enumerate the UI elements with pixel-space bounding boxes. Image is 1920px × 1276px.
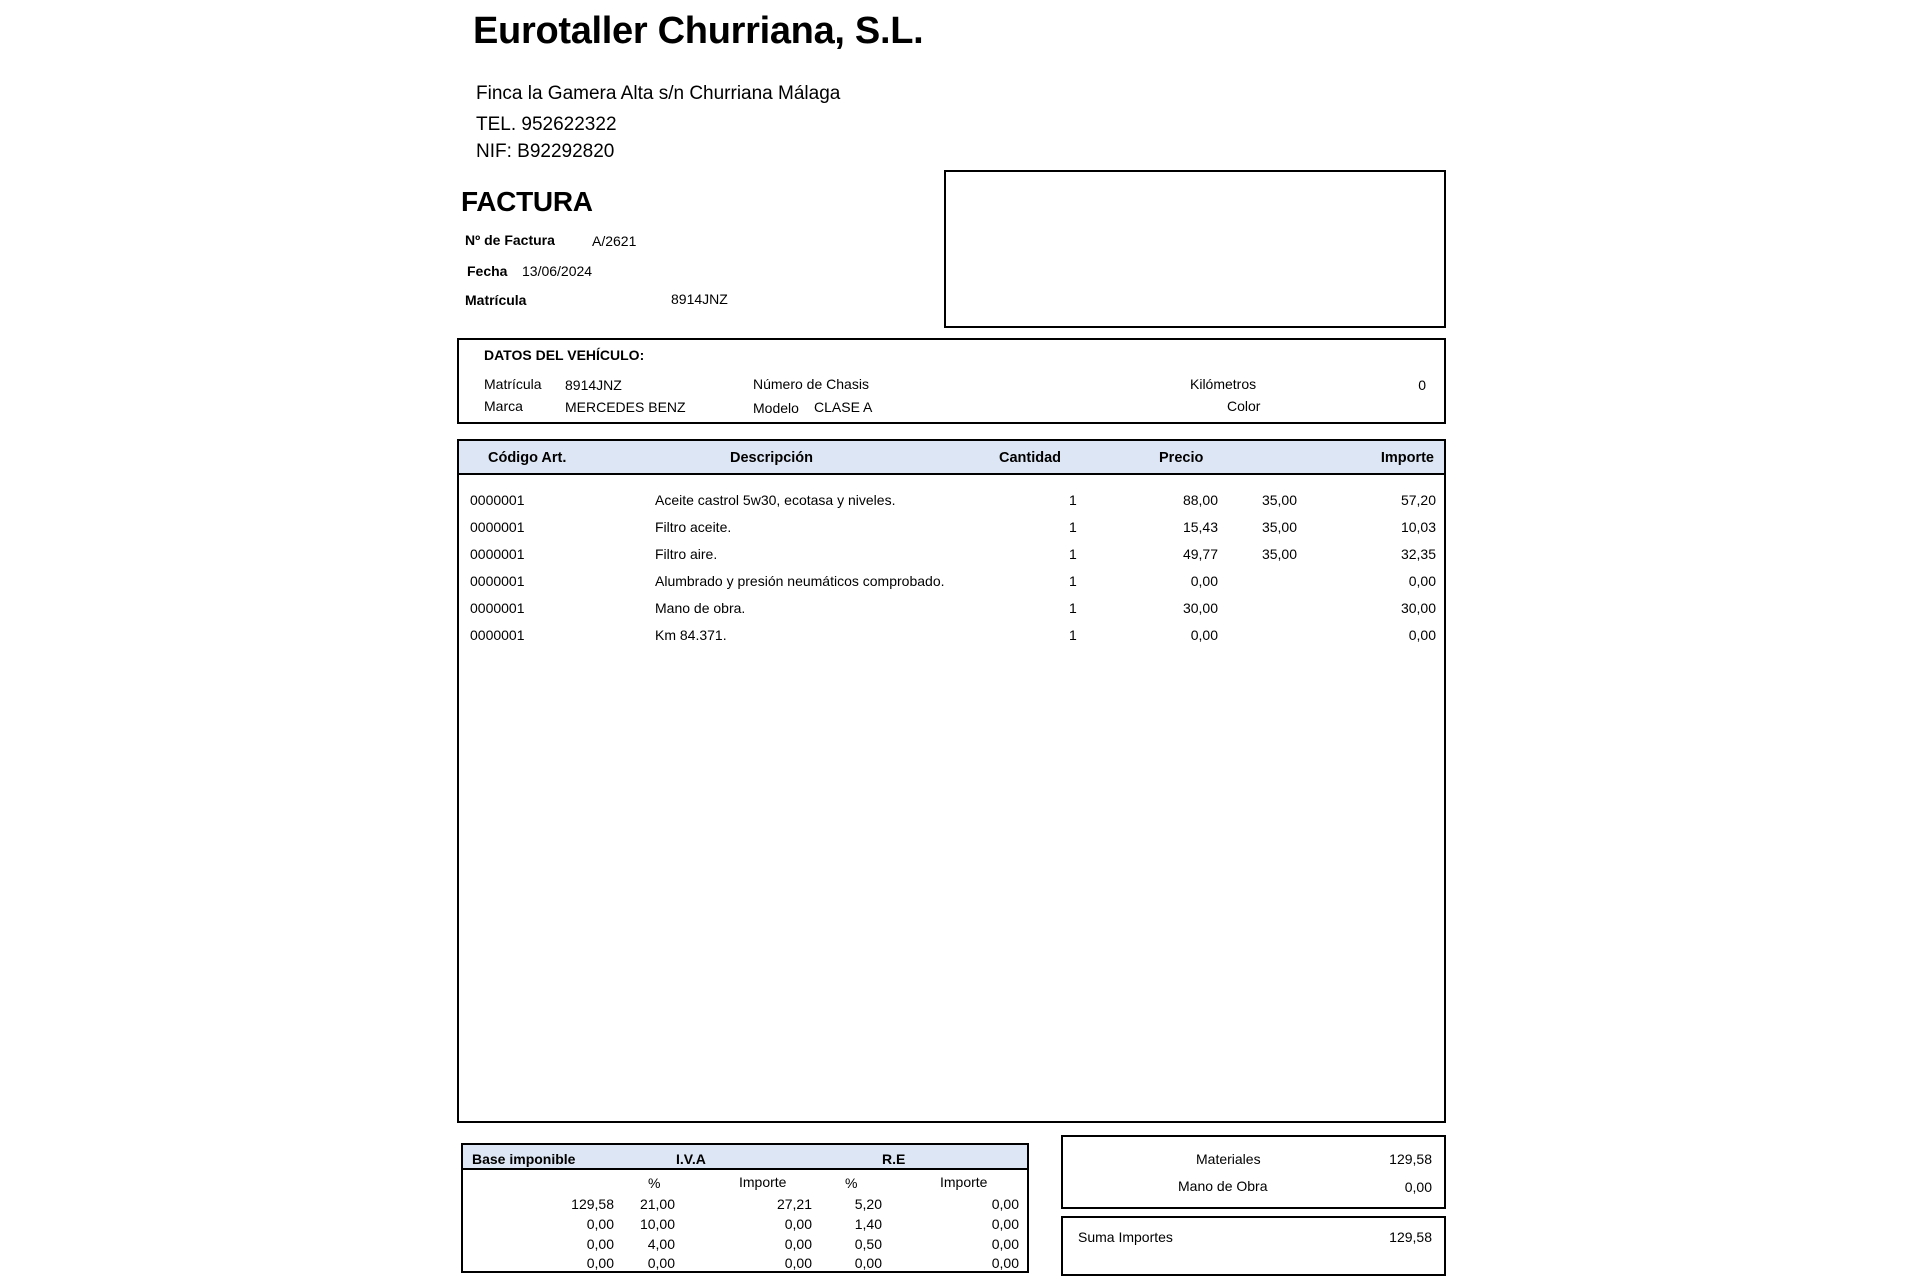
- vehicle-chassis-label: Número de Chasis: [753, 376, 869, 392]
- row-amount: 0,00: [1408, 627, 1436, 643]
- vehicle-color-label: Color: [1227, 398, 1261, 414]
- tax-base: 129,58: [571, 1196, 614, 1212]
- row-discount: 35,00: [1261, 546, 1297, 562]
- invoice-plate-label: Matrícula: [465, 292, 527, 308]
- row-price: 30,00: [1182, 600, 1218, 616]
- tax-table: [461, 1143, 1029, 1273]
- tax-iva-pct: 0,00: [647, 1255, 675, 1271]
- tax-header-re: R.E: [882, 1151, 906, 1167]
- table-row: [459, 627, 1444, 647]
- row-code: 0000001: [470, 546, 525, 562]
- tax-re-amount: 0,00: [991, 1196, 1019, 1212]
- header-amount: Importe: [1380, 450, 1434, 466]
- vehicle-brand-label: Marca: [484, 398, 523, 414]
- vehicle-brand: MERCEDES BENZ: [565, 399, 686, 415]
- table-row: [459, 573, 1444, 593]
- row-description: Km 84.371.: [655, 627, 727, 643]
- row-quantity: 1: [1069, 573, 1077, 589]
- tax-sub-re-pct: %: [845, 1175, 858, 1191]
- header-price: Precio: [1159, 450, 1204, 466]
- tax-re-amount: 0,00: [991, 1255, 1019, 1271]
- vehicle-km: 0: [1418, 377, 1426, 393]
- row-quantity: 1: [1069, 492, 1077, 508]
- tax-iva-amount: 0,00: [784, 1216, 812, 1232]
- tax-iva-pct: 10,00: [639, 1216, 675, 1232]
- tax-sub-re-amount: Importe: [940, 1174, 988, 1190]
- tax-iva-amount: 27,21: [776, 1196, 812, 1212]
- header-code: Código Art.: [488, 450, 567, 466]
- client-box: [944, 170, 1446, 328]
- row-description: Filtro aceite.: [655, 519, 732, 535]
- tax-iva-pct: 4,00: [647, 1236, 675, 1252]
- labor-value: 0,00: [1404, 1179, 1432, 1195]
- row-code: 0000001: [470, 573, 525, 589]
- invoice-plate: 8914JNZ: [671, 291, 728, 307]
- tax-iva-pct: 21,00: [639, 1196, 675, 1212]
- invoice-title: FACTURA: [461, 186, 593, 217]
- invoice-date: 13/06/2024: [522, 263, 593, 279]
- tax-header-iva: I.V.A: [676, 1151, 706, 1167]
- row-price: 0,00: [1190, 573, 1218, 589]
- sum-value: 129,58: [1389, 1229, 1432, 1245]
- tax-re-pct: 1,40: [854, 1216, 882, 1232]
- table-row: [459, 492, 1444, 512]
- row-amount: 0,00: [1408, 573, 1436, 589]
- sum-label: Suma Importes: [1078, 1229, 1173, 1245]
- row-amount: 57,20: [1400, 492, 1436, 508]
- vehicle-km-label: Kilómetros: [1190, 376, 1257, 392]
- company-phone: TEL. 952622322: [476, 114, 617, 135]
- invoice-date-label: Fecha: [467, 263, 508, 279]
- row-description: Mano de obra.: [655, 600, 746, 616]
- invoice-number-label: Nº de Factura: [465, 232, 555, 248]
- tax-base: 0,00: [586, 1216, 614, 1232]
- row-description: Alumbrado y presión neumáticos comprobado.: [655, 573, 945, 589]
- company-nif: NIF: B92292820: [476, 141, 615, 162]
- vehicle-data-title: DATOS DEL VEHÍCULO:: [484, 347, 645, 363]
- row-quantity: 1: [1069, 546, 1077, 562]
- row-discount: 35,00: [1261, 492, 1297, 508]
- tax-re-pct: 0,50: [854, 1236, 882, 1252]
- table-row: [459, 546, 1444, 566]
- row-amount: 10,03: [1400, 519, 1436, 535]
- tax-table-header: [463, 1145, 1027, 1170]
- tax-iva-amount: 0,00: [784, 1236, 812, 1252]
- row-amount: 32,35: [1400, 546, 1436, 562]
- row-price: 0,00: [1190, 627, 1218, 643]
- items-table-header: [459, 441, 1444, 475]
- labor-label: Mano de Obra: [1178, 1178, 1268, 1194]
- row-price: 15,43: [1182, 519, 1218, 535]
- tax-base: 0,00: [586, 1236, 614, 1252]
- header-quantity: Cantidad: [999, 450, 1062, 466]
- row-quantity: 1: [1069, 627, 1077, 643]
- tax-sub-iva-pct: %: [648, 1175, 661, 1191]
- row-code: 0000001: [470, 627, 525, 643]
- company-address: Finca la Gamera Alta s/n Churriana Málaga: [476, 83, 841, 104]
- row-code: 0000001: [470, 600, 525, 616]
- vehicle-model: CLASE A: [814, 399, 873, 415]
- row-code: 0000001: [470, 519, 525, 535]
- row-code: 0000001: [470, 492, 525, 508]
- row-price: 88,00: [1182, 492, 1218, 508]
- vehicle-model-label: Modelo: [753, 400, 799, 416]
- table-row: [459, 519, 1444, 539]
- tax-re-pct: 5,20: [854, 1196, 882, 1212]
- tax-re-amount: 0,00: [991, 1216, 1019, 1232]
- items-table: [457, 439, 1446, 1123]
- company-name: Eurotaller Churriana, S.L.: [473, 10, 924, 52]
- invoice-number: A/2621: [592, 233, 637, 249]
- row-description: Aceite castrol 5w30, ecotasa y niveles.: [655, 492, 896, 508]
- tax-iva-amount: 0,00: [784, 1255, 812, 1271]
- tax-re-amount: 0,00: [991, 1236, 1019, 1252]
- row-price: 49,77: [1182, 546, 1218, 562]
- vehicle-plate-label: Matrícula: [484, 376, 542, 392]
- row-amount: 30,00: [1400, 600, 1436, 616]
- tax-base: 0,00: [586, 1255, 614, 1271]
- table-row: [459, 600, 1444, 620]
- totals-breakdown-box: [1061, 1135, 1446, 1209]
- row-quantity: 1: [1069, 519, 1077, 535]
- vehicle-data-box: [457, 338, 1446, 424]
- client-box-mark: [944, 220, 947, 254]
- vehicle-plate: 8914JNZ: [565, 377, 622, 393]
- row-discount: 35,00: [1261, 519, 1297, 535]
- materials-label: Materiales: [1196, 1151, 1261, 1167]
- row-quantity: 1: [1069, 600, 1077, 616]
- totals-sum-box: [1061, 1216, 1446, 1276]
- materials-value: 129,58: [1389, 1151, 1432, 1167]
- row-description: Filtro aire.: [655, 546, 718, 562]
- tax-re-pct: 0,00: [854, 1255, 882, 1271]
- header-description: Descripción: [730, 450, 813, 466]
- tax-sub-iva-amount: Importe: [739, 1174, 787, 1190]
- tax-header-base: Base imponible: [472, 1151, 576, 1167]
